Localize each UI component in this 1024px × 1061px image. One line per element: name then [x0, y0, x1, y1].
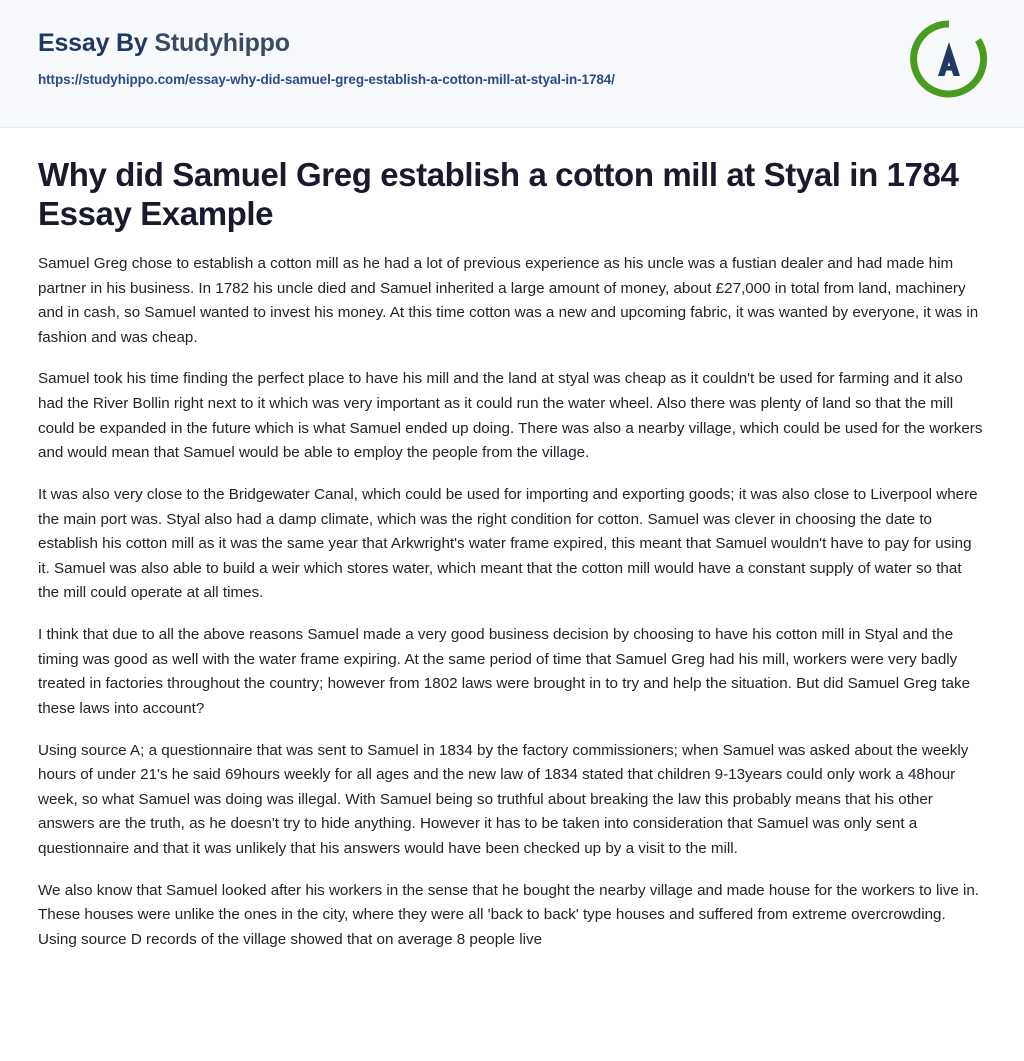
page-title: Why did Samuel Greg establish a cotton mill at Styal in 1784 Essay Example	[38, 156, 959, 232]
body-paragraph: Using source A; a questionnaire that was sent to Samuel in 1834 by the factory commissioners; when Samuel was asked about the weekly hours of under 21's he said 69hours weekly for all ages and the new law of 1834 stated that children 9-13years could only work a 48hour week, so what Samuel was doing was illegal. With Samuel being so truthful about breaking the law this probably means that his other answers are the truth, as he doesn't try to hide anything. However it has to be taken into consideration that Samuel was only sent a questionnaire and that it was unlikely that his answers would have been checked up by a visit to the mill.	[38, 741, 969, 857]
brand-title	[38, 30, 986, 58]
body-paragraph: I think that due to all the above reasons Samuel made a very good business decision by choosing to have his cotton mill in Styal and the timing was good as well with the water frame expiring. At the same period of time that Samuel Greg had his mill, workers were very badly treated in factories throughout the country; however from 1802 laws were brought in to try and help the situation. But did Samuel Greg take these laws into account?	[38, 626, 971, 717]
source-url[interactable]: https://studyhippo.com/essay-why-did-samuel-greg-establish-a-cotton-mill-at-styal-in-1784/	[38, 71, 615, 87]
brand-secondary-text: Studyhippo	[154, 29, 290, 57]
studyhippo-logo-icon	[908, 18, 990, 100]
body-paragraph: Samuel took his time finding the perfect place to have his mill and the land at styal was cheap as it couldn't be used for farming and it also had the River Bollin right next to it which was very important as it could run the water wheel. Also there was plenty of land so that the mill could be expanded in the future which is what Samuel ended up doing. There was also a nearby village, which could be used for the workers and would mean that Samuel would be able to employ the people from the village.	[38, 370, 983, 462]
brand-primary-text: Essay By	[38, 29, 155, 57]
body-paragraph: We also know that Samuel looked after his workers in the sense that he bought the nearby village and made house for the workers to live in. These houses were unlike the ones in the city, where they were all 'back to back' type houses and suffered from extreme overcrowding. Using source D records of the village showed that on average 8 people live	[38, 881, 980, 948]
body-paragraph: Samuel Greg chose to establish a cotton mill as he had a lot of previous experience as his uncle was a fustian dealer and had made him partner in his business. In 1782 his uncle died and Samuel inherited a large amount of money, about £27,000 in total from land, machinery and in cash, so Samuel wanted to invest his money. At this time cotton was a new and upcoming fabric, it was wanted by everyone, it was in fashion and was cheap.	[38, 254, 979, 346]
document-content	[0, 128, 1024, 973]
body-paragraph: It was also very close to the Bridgewater Canal, which could be used for importing and exporting goods; it was also close to Liverpool where the main port was. Styal also had a damp climate, which was the right condition for cotton. Samuel was clever in choosing the date to establish his cotton mill as it was the same year that Arkwright's water frame expired, this meant that Samuel wouldn't have to pay for using it. Samuel was also able to build a weir which stores water, which meant that the cotton mill would have a constant supply of water so that the mill could operate at all times.	[38, 485, 978, 602]
site-header	[0, 0, 1024, 128]
